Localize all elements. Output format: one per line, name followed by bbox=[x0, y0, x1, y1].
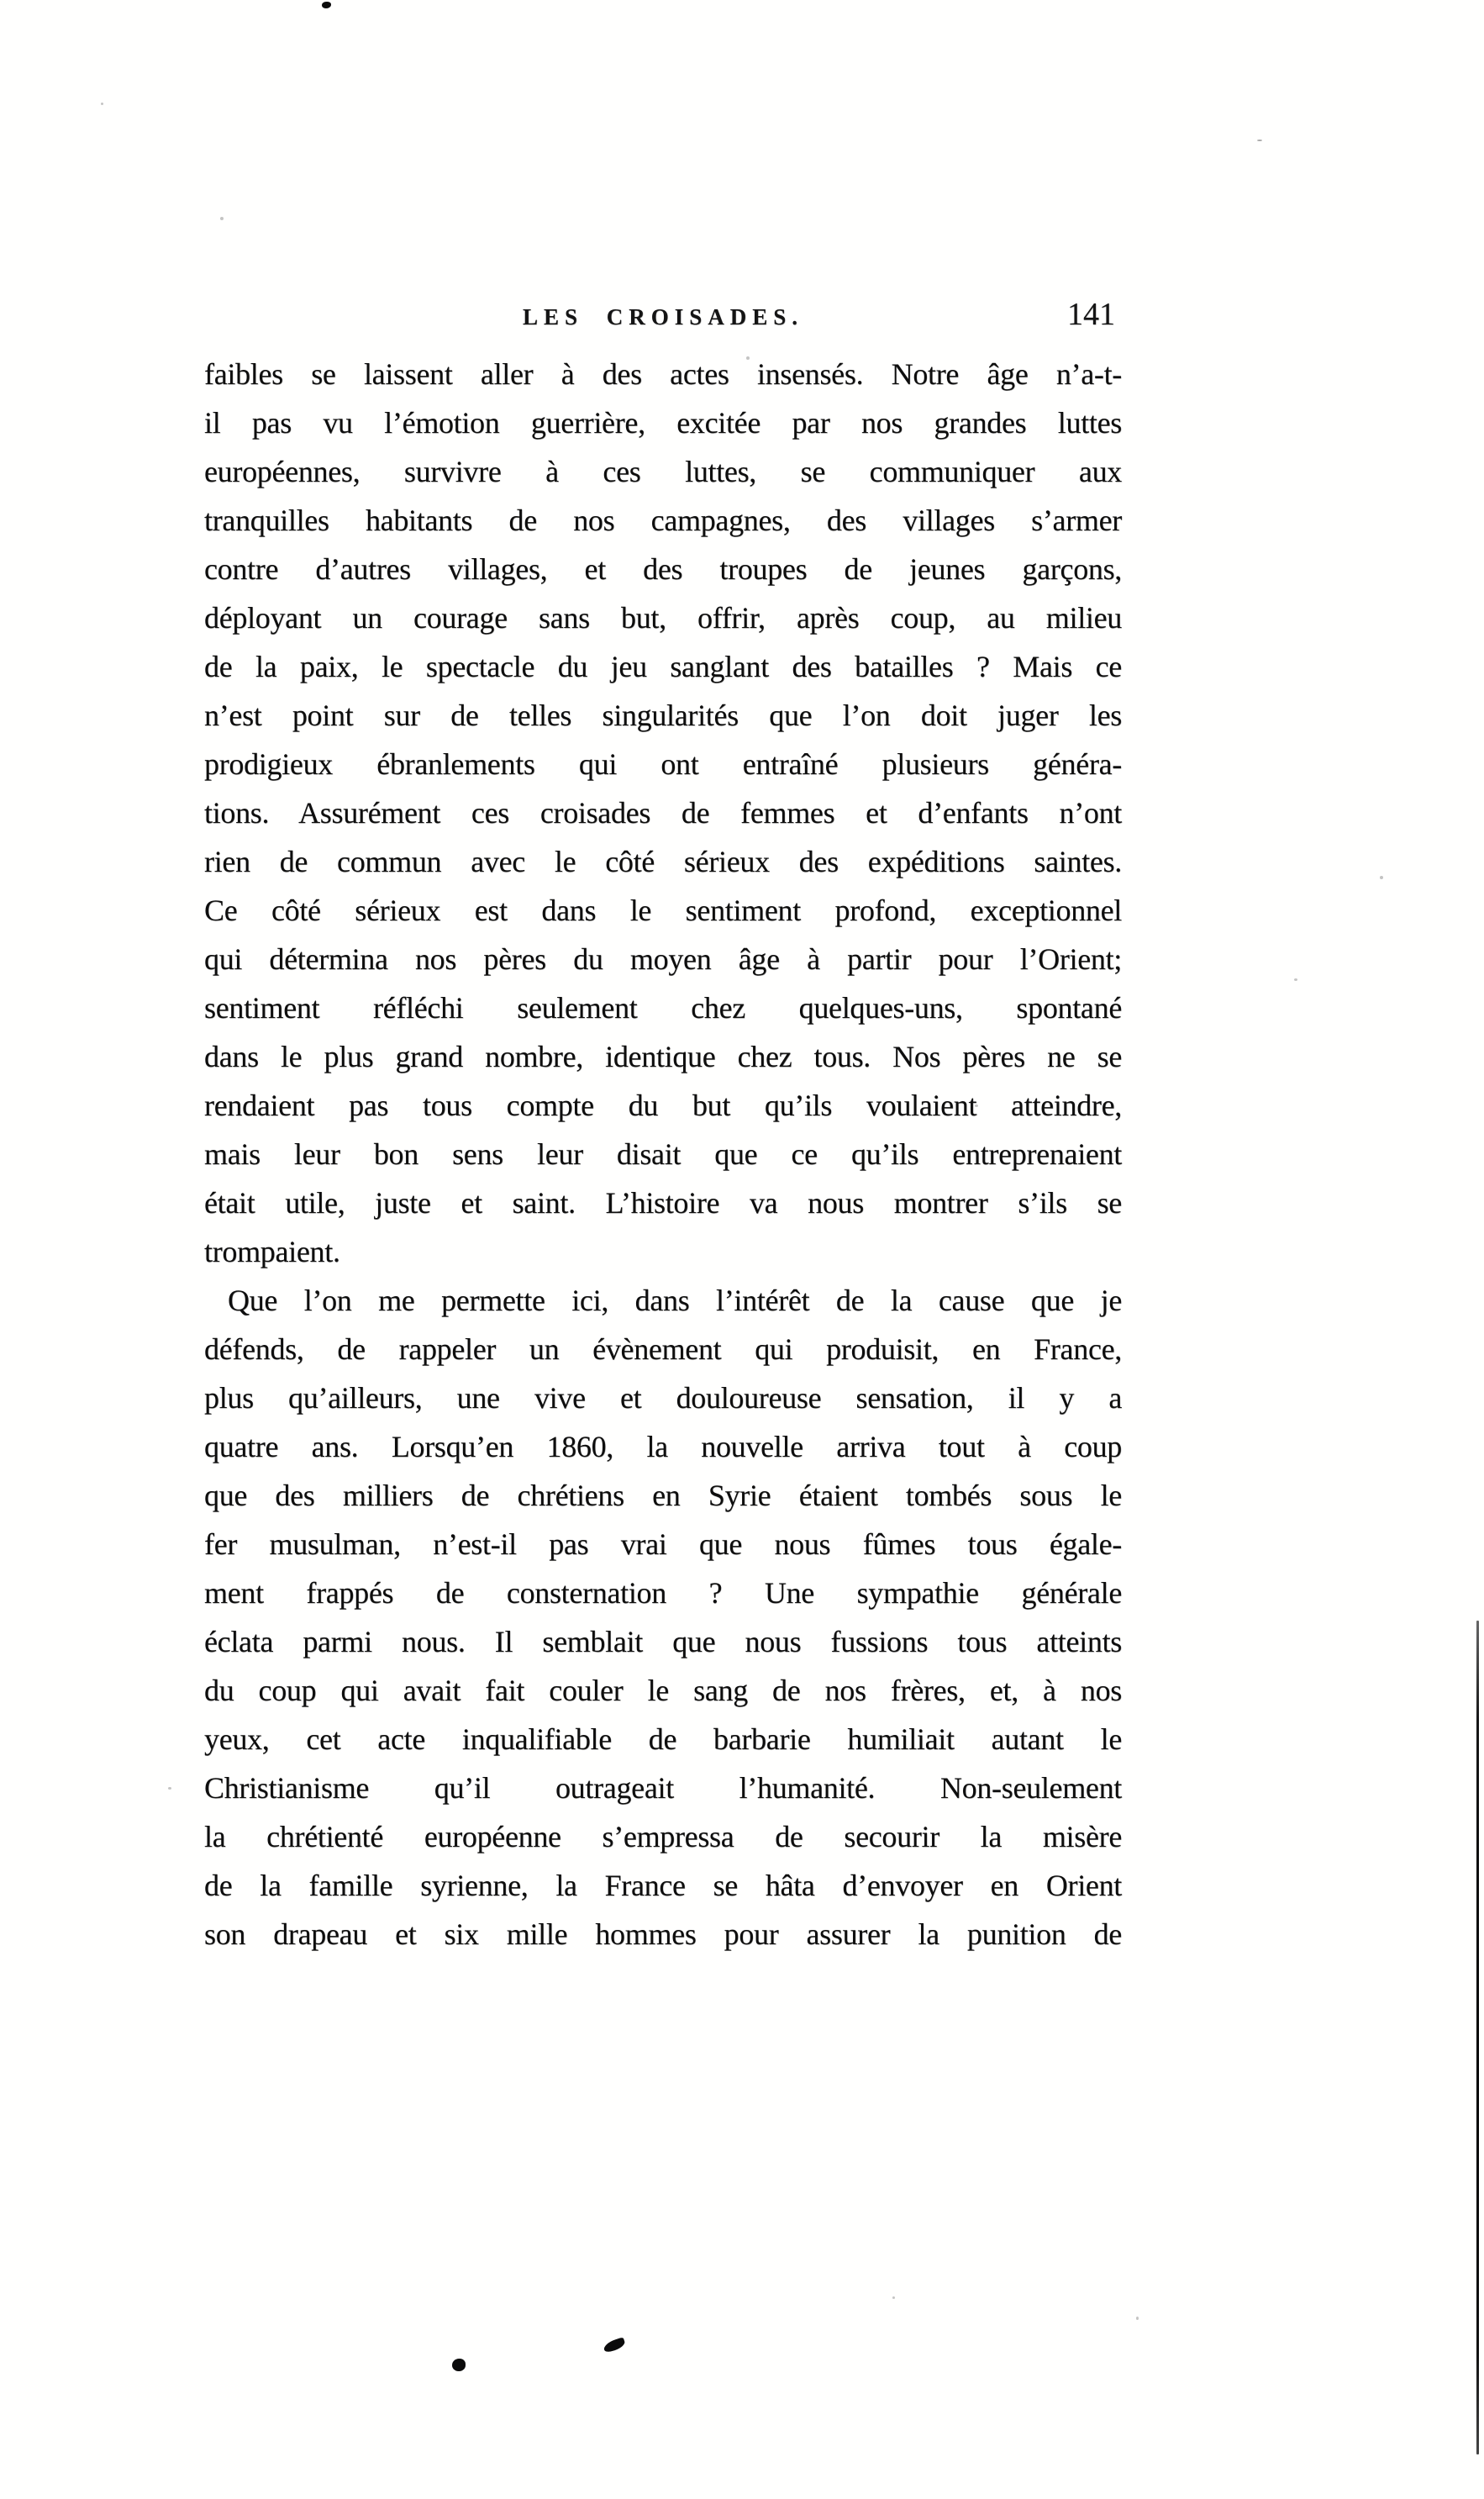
text-line: mais leur bon sens leur disait que ce qu’ils entreprenaient bbox=[204, 1137, 1122, 1171]
text-line: trompaient. bbox=[204, 1235, 340, 1268]
text-line: il pas vu l’émotion guerrière, excitée par nos grandes luttes bbox=[204, 406, 1122, 440]
page-header bbox=[204, 296, 1122, 335]
text-line: de la paix, le spectacle du jeu sanglant des batailles ? Mais ce bbox=[204, 650, 1122, 683]
dust-speck bbox=[1294, 978, 1297, 981]
text-line: son drapeau et six mille hommes pour assurer la punition de bbox=[204, 1917, 1122, 1951]
body-text bbox=[204, 350, 1122, 1959]
text-line: éclata parmi nous. Il semblait que nous fussions tous atteints bbox=[204, 1625, 1122, 1658]
text-line: de la famille syrienne, la France se hâta d’envoyer en Orient bbox=[204, 1869, 1122, 1902]
dust-speck bbox=[746, 356, 750, 360]
text-line: dans le plus grand nombre, identique chez tous. Nos pères ne se bbox=[204, 1040, 1122, 1073]
ink-speck bbox=[603, 2337, 626, 2353]
text-line: plus qu’ailleurs, une vive et douloureuse sensation, il y a bbox=[204, 1381, 1122, 1415]
text-line: que des milliers de chrétiens en Syrie étaient tombés sous le bbox=[204, 1479, 1122, 1512]
text-line: était utile, juste et saint. L’histoire va nous montrer s’ils se bbox=[204, 1186, 1122, 1220]
text-line: qui détermina nos pères du moyen âge à partir pour l’Orient; bbox=[204, 942, 1122, 976]
text-line: contre d’autres villages, et des troupes de jeunes garçons, bbox=[204, 552, 1122, 586]
text-line: Ce côté sérieux est dans le sentiment profond, exceptionnel bbox=[204, 894, 1122, 927]
dust-speck bbox=[101, 103, 103, 105]
text-line: la chrétienté européenne s’empressa de secourir la misère bbox=[204, 1820, 1122, 1853]
text-line: sentiment réfléchi seulement chez quelques-uns, spontané bbox=[204, 991, 1122, 1025]
running-title: LES CROISADES. bbox=[522, 304, 804, 330]
ink-speck bbox=[452, 2359, 466, 2371]
text-line: défends, de rappeler un évènement qui produisit, en France, bbox=[204, 1332, 1122, 1366]
text-line: prodigieux ébranlements qui ont entraîné plusieurs généra- bbox=[204, 747, 1122, 781]
text-line: Christianisme qu’il outrageait l’humanité. Non-seulement bbox=[204, 1771, 1122, 1805]
text-line: rien de commun avec le côté sérieux des expéditions saintes. bbox=[204, 845, 1122, 878]
text-line: yeux, cet acte inqualifiable de barbarie humiliait autant le bbox=[204, 1722, 1122, 1756]
page-number: 141 bbox=[1067, 297, 1115, 332]
text-line: du coup qui avait fait couler le sang de nos frères, et, à nos bbox=[204, 1674, 1122, 1707]
text-line: quatre ans. Lorsqu’en 1860, la nouvelle arriva tout à coup bbox=[204, 1430, 1122, 1463]
text-line: européennes, survivre à ces luttes, se communiquer aux bbox=[204, 455, 1122, 488]
text-line: tranquilles habitants de nos campagnes, des villages s’armer bbox=[204, 503, 1122, 537]
dust-speck bbox=[1380, 876, 1383, 879]
text-line: rendaient pas tous compte du but qu’ils voulaient atteindre, bbox=[204, 1089, 1122, 1122]
ink-speck bbox=[322, 2, 331, 8]
dust-speck bbox=[168, 1787, 171, 1790]
text-line: ment frappés de consternation ? Une sympathie générale bbox=[204, 1576, 1122, 1610]
scan-edge-line bbox=[1476, 1621, 1479, 2454]
dust-speck bbox=[1257, 140, 1262, 141]
dust-speck bbox=[975, 1105, 978, 1107]
dust-speck bbox=[1136, 2317, 1139, 2320]
text-line: Que l’on me permette ici, dans l’intérêt de la cause que je bbox=[228, 1284, 1122, 1317]
dust-speck bbox=[892, 2296, 895, 2299]
text-line: n’est point sur de telles singularités que l’on doit juger les bbox=[204, 699, 1122, 732]
text-line: faibles se laissent aller à des actes insensés. Notre âge n’a-t- bbox=[204, 357, 1122, 391]
text-line: fer musulman, n’est-il pas vrai que nous fûmes tous égale- bbox=[204, 1527, 1122, 1561]
text-line: déployant un courage sans but, offrir, après coup, au milieu bbox=[204, 601, 1122, 635]
text-line: tions. Assurément ces croisades de femmes et d’enfants n’ont bbox=[204, 796, 1122, 830]
dust-speck bbox=[220, 217, 224, 220]
